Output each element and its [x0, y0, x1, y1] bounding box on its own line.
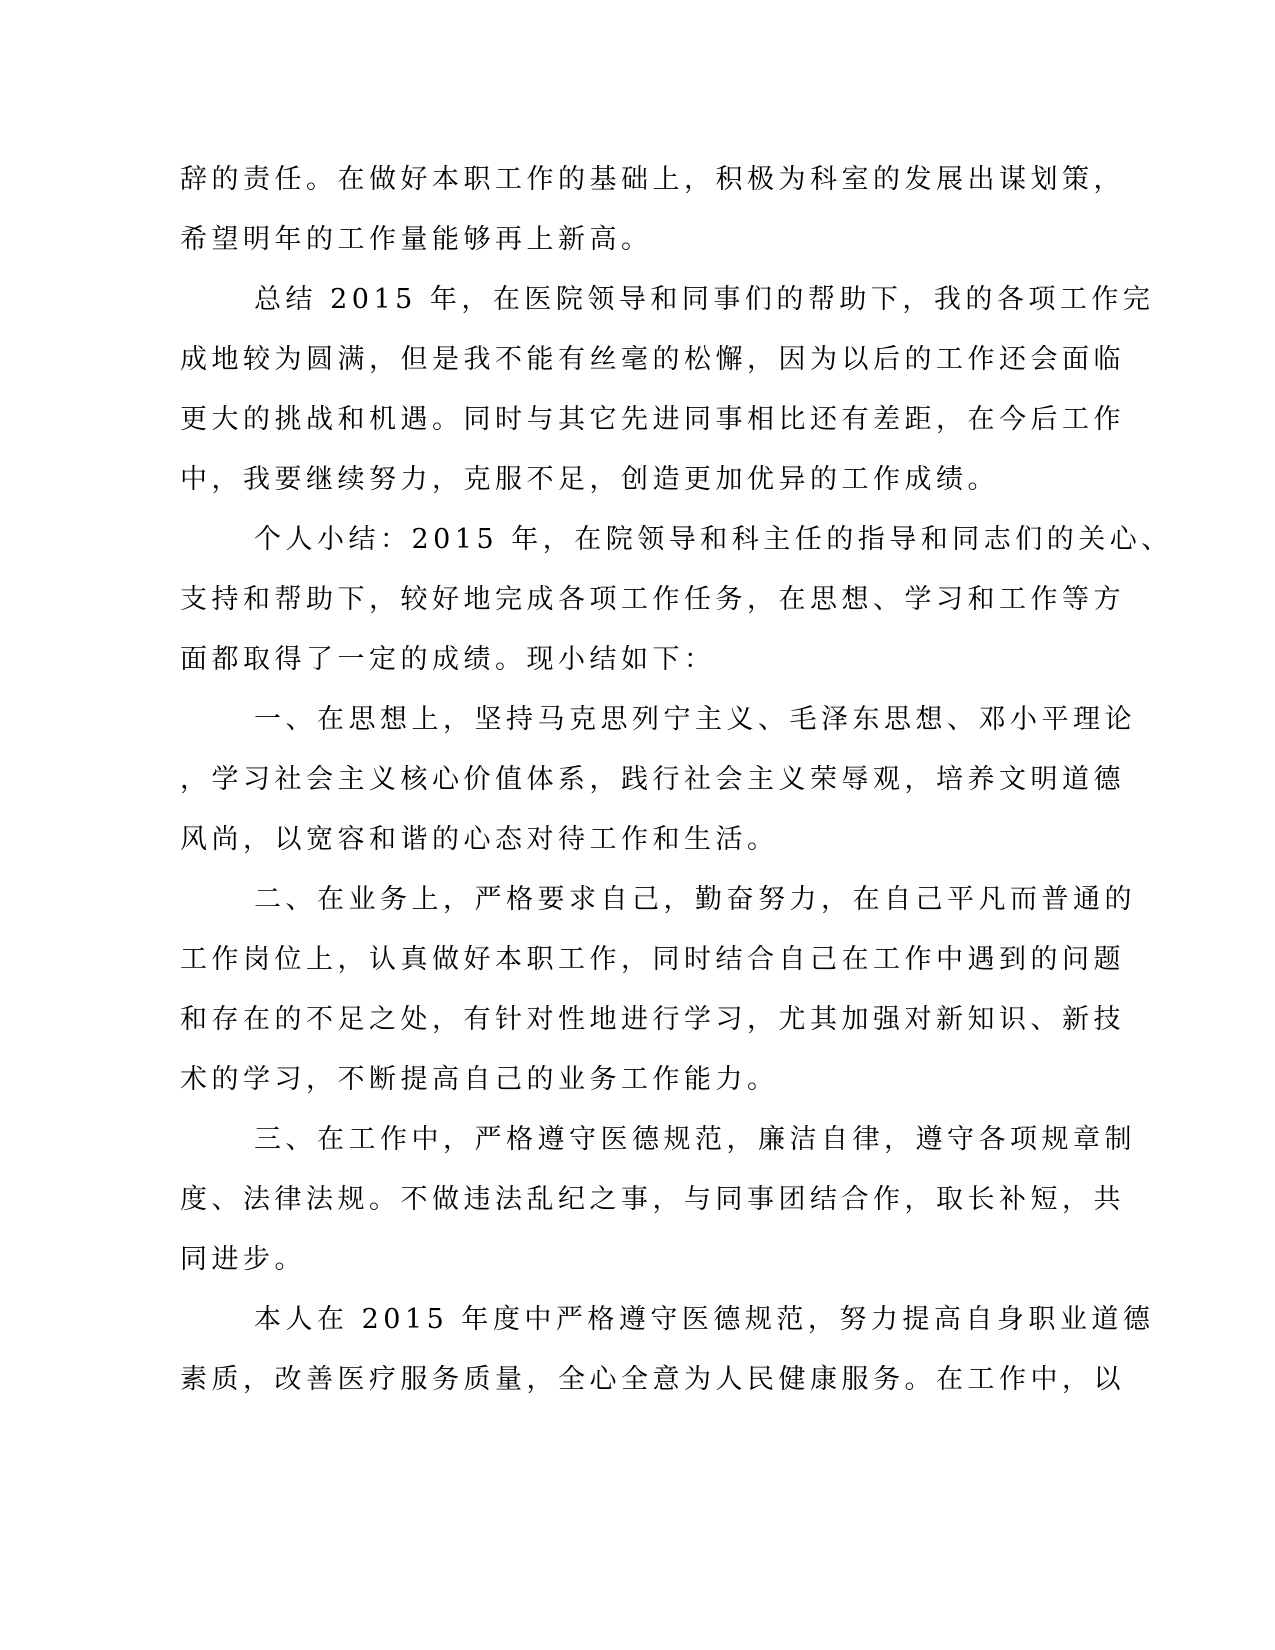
paragraph-first-line: 本人在 2015 年度中严格遵守医德规范，努力提高自身职业道德: [254, 1304, 1155, 1335]
body-line: 更大的挑战和机遇。同时与其它先进同事相比还有差距，在今后工作: [180, 404, 1125, 435]
body-line: ，学习社会主义核心价值体系，践行社会主义荣辱观，培养文明道德: [180, 764, 1125, 795]
paragraph-first-line: 个人小结：2015 年，在院领导和科主任的指导和同志们的关心、: [254, 524, 1173, 555]
paragraph-first-line: 一、在思想上，坚持马克思列宁主义、毛泽东思想、邓小平理论: [254, 704, 1136, 735]
body-line: 和存在的不足之处，有针对性地进行学习，尤其加强对新知识、新技: [180, 1004, 1125, 1035]
body-line: 术的学习，不断提高自己的业务工作能力。: [180, 1064, 779, 1095]
body-line: 素质，改善医疗服务质量，全心全意为人民健康服务。在工作中，以: [180, 1364, 1125, 1395]
body-line: 辞的责任。在做好本职工作的基础上，积极为科室的发展出谋划策，: [180, 164, 1125, 195]
paragraph-first-line: 总结 2015 年，在医院领导和同事们的帮助下，我的各项工作完: [254, 284, 1155, 315]
body-line: 同进步。: [180, 1244, 306, 1275]
paragraph-first-line: 二、在业务上，严格要求自己，勤奋努力，在自己平凡而普通的: [254, 884, 1136, 915]
body-line: 度、法律法规。不做违法乱纪之事，与同事团结合作，取长补短，共: [180, 1184, 1125, 1215]
paragraph-first-line: 三、在工作中，严格遵守医德规范，廉洁自律，遵守各项规章制: [254, 1124, 1136, 1155]
body-line: 风尚，以宽容和谐的心态对待工作和生活。: [180, 824, 779, 855]
body-line: 面都取得了一定的成绩。现小结如下：: [180, 644, 716, 675]
body-line: 工作岗位上，认真做好本职工作，同时结合自己在工作中遇到的问题: [180, 944, 1125, 975]
body-line: 成地较为圆满，但是我不能有丝毫的松懈，因为以后的工作还会面临: [180, 344, 1125, 375]
body-line: 中，我要继续努力，克服不足，创造更加优异的工作成绩。: [180, 464, 999, 495]
body-line: 支持和帮助下，较好地完成各项工作任务，在思想、学习和工作等方: [180, 584, 1125, 615]
body-line: 希望明年的工作量能够再上新高。: [180, 224, 653, 255]
document-body: [180, 150, 1173, 1410]
